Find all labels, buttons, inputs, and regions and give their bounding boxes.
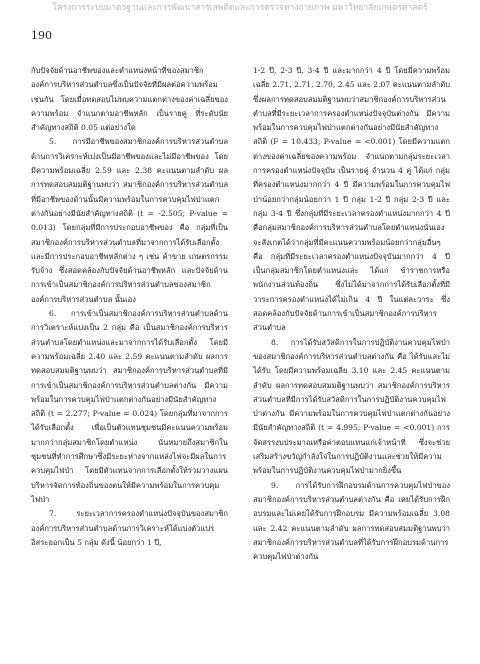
- paragraph: 1-2 ปี, 2-3 ปี, 3-4 ปี และมากกว่า 4 ปี โดยมีความพร้อมเฉลี่ย 2.71, 2.71, 2.70, 2.45 และ 2.07 คะแนนตามลำดับ ซึ่งผลการทดสอบสมมติฐานพบว่าสมาชิกองค์การบริหารส่วนตำบลที่มีระยะเวลาการครองตำแหน่งปัจจุบันต่างกัน มีความพร้อมในการควบคุมไฟป่าแตกต่างกันอย่างมีนัยสำคัญทางสถิติ (F = 10.433; P-value = <0.001) โดยมีความแตกต่างของค่าเฉลี่ยของความพร้อม จำแนกตามกลุ่มระยะเวลาการครองตำแหน่งปัจจุบัน เป็นรายคู่ จำนวน 4 คู่ ได้แก่ กลุ่มที่ครองตำแหน่งมากกว่า 4 ปี มีความพร้อมในการควบคุมไฟป่าน้อยกว่ากลุ่มน้อยกว่า 1 ปี กลุ่ม 1-2 ปี กลุ่ม 2-3 ปี และกลุ่ม 3-4 ปี ซึ่งกลุ่มที่มีระยะเวลาครองตำแหน่งมากกว่า 4 ปี คือกลุ่มสมาชิกองค์การบริหารส่วนตำบลโดยตำแหน่งนั่นเอง จะสังเกตได้ว่ากลุ่มที่มีคะแนนความพร้อมน้อยกว่ากลุ่มอื่นๆ คือ กลุ่มที่มีระยะเวลาครองตำแหน่งปัจจุบันมากกว่า 4 ปี เป็นกลุ่มสมาชิกโดยตำแหน่งและ ได้แก่ ข้าราชการหรือพนักงานส่วนท้องถิ่น ซึ่งไม่ได้มาจากการได้รับเลือกตั้งที่มีวาระการครองตำแหน่งได้ไม่เกิน 4 ปี ในแต่ละวาระ ซึ่งสอดคล้องกับปัจจัยด้านการเข้าเป็นสมาชิกองค์การบริหารส่วนตำบล: [253, 66, 450, 333]
- paragraph: 7. ระยะเวลาการครองตำแหน่งปัจจุบันของสมาชิกองค์การบริหารส่วนตำบลด้านการวิเคราะห์ได้แบ่งตัวแปรอิสระออกเป็น 5 กลุ่ม ดังนี้ น้อยกว่า 1 ปี,: [31, 509, 228, 547]
- right-text-column: [253, 64, 450, 564]
- running-header: โครงการระบบมาตรฐานและการพัฒนาสารเสพติดและการตรวจทางกายภาพ มหาวิทยาลัยเกษตรศาสตร์: [52, 3, 428, 13]
- paragraph: 8. การได้รับสวัสดิการในการปฏิบัติงานควบคุมไฟป่าของสมาชิกองค์การบริหารส่วนตำบลต่างกัน คือ ได้รับและไม่ได้รับ โดยมีความพร้อมเฉลี่ย 3.10 และ 2.45 คะแนนตามลำดับ ผลการทดสอบสมมติฐานพบว่า สมาชิกองค์การบริหารส่วนตำบลที่มีการได้รับสวัสดิการในการปฏิบัติงานควบคุมไฟป่าต่างกัน มีความพร้อมในการควบคุมไฟป่าแตกต่างกันอย่างมีนัยสำคัญทางสถิติ (t = 4.995; P-value = <0.001) การจัดสรรงบประมาณหรือค่าตอบแทนแก่เจ้าหน้าที่ ซึ่งจะช่วยเสริมสร้างขวัญกำลังใจในการปฏิบัติงานและช่วยให้มีความพร้อมในการปฏิบัติงานควบคุมไฟป่ามากยิ่งขึ้น: [253, 337, 450, 476]
- left-text-column: [31, 64, 228, 550]
- paragraph: 5. การมีอาชีพของสมาชิกองค์การบริหารส่วนตำบลด้านการวิเคราะห์เบ่งเป็นมีอาชีพของและไม่มีอาชีพของ โดยมีความพร้อมเฉลี่ย 2.59 และ 2.38 คะแนนตามลำดับ ผลการทดสอบสมมติฐานพบว่า สมาชิกองค์การบริหารส่วนตำบลที่มีอาชีพของด้านนั้นมีความพร้อมในการควบคุมไฟป่าแตกต่างกันอย่างมีนัยสำคัญทางสถิติ (t = -2.505; P-value = 0.013) โดยกลุ่มที่มีการประกอบอาชีพของ คือ กลุ่มที่เป็นสมาชิกองค์การบริหารส่วนตำบลที่มาจากการได้รับเลือกตั้งและมีการประกอบอาชีพหลักต่าง ๆ เช่น ค้าขาย เกษตรกรรม รับจ้าง ซึ่งสอดคล้องกับปัจจัยด้านอาชีพหลัก และปัจจัยด้านการเข้าเป็นสมาชิกองค์การบริหารส่วนตำบลของสมาชิกองค์การบริหารส่วนตำบล นั้นเอง: [31, 137, 228, 304]
- paragraph: 9. การได้รับการฝึกอบรมด้านการควบคุมไฟป่าของสมาชิกองค์การบริหารส่วนตำบลต่างกัน คือ เคยได้รับการฝึกอบรมและไม่เคยได้รับการฝึกอบรม มีความพร้อมเฉลี่ย 3.08 และ 2.42 คะแนนตามลำดับ ผลการทดสอบสมมติฐานพบว่าสมาชิกองค์การบริหารส่วนตำบลที่ได้รับการฝึกอบรมด้านการควบคุมไฟป่าต่างกัน: [253, 480, 450, 562]
- paragraph: 6. การเข้าเป็นสมาชิกองค์การบริหารส่วนตำบลด้านการวิเคราะห์แบ่งเป็น 2 กลุ่ม คือ เป็นสมาชิกองค์การบริหารส่วนตำบลโดยตำแหน่งและมาจากการได้รับเลือกตั้ง โดยมีความพร้อมเฉลี่ย 2.40 และ 2.59 คะแนนตามลำดับ ผลการทดสอบสมมติฐานพบว่า สมาชิกองค์การบริหารส่วนตำบลที่มีการเข้าเป็นสมาชิกองค์การบริหารส่วนตำบลต่างกัน มีความพร้อมในการควบคุมไฟป่าแตกต่างกันอย่างมีนัยสำคัญทางสถิติ (t = 2.277; P-value = 0.024) โดยกลุ่มที่มาจากการได้รับเลือกตั้ง เพื่อเป็นตัวแทนชุมชนมีคะแนนความพร้อมมากกว่ากลุ่มสมาชิกโดยตำแหน่ง นั่นหมายถึงสมาชิกในชุมชนที่ทำการศึกษาซึ่งมีระยะห่างจากแหล่งไฟจะมีผลในการควบคุมไฟป่า โดยมีตัวแทนจากการเลือกตั้งให้ร่วมวางแผนบริหารจัดการท้องถิ่นของตนให้มีความพร้อมในการควบคุมไฟป่า: [31, 309, 228, 504]
- page-number: 190: [31, 29, 52, 42]
- paragraph: กับปัจจัยด้านอาชีพของและตำแหน่งหน้าที่ของสมาชิกองค์การบริหารส่วนตำบลซึ่งเป็นปัจจัยที่มีผลต่อความพร้อมเช่นกัน โดยเมื่อทดสอบไม่พบความแตกต่างของค่าเฉลี่ยของความพร้อม จำแนกตามอาชีพหลัก เป็นรายคู่ ที่ระดับนัยสำคัญทางสถิติ 0.05 แต่อย่างใด: [31, 66, 228, 133]
